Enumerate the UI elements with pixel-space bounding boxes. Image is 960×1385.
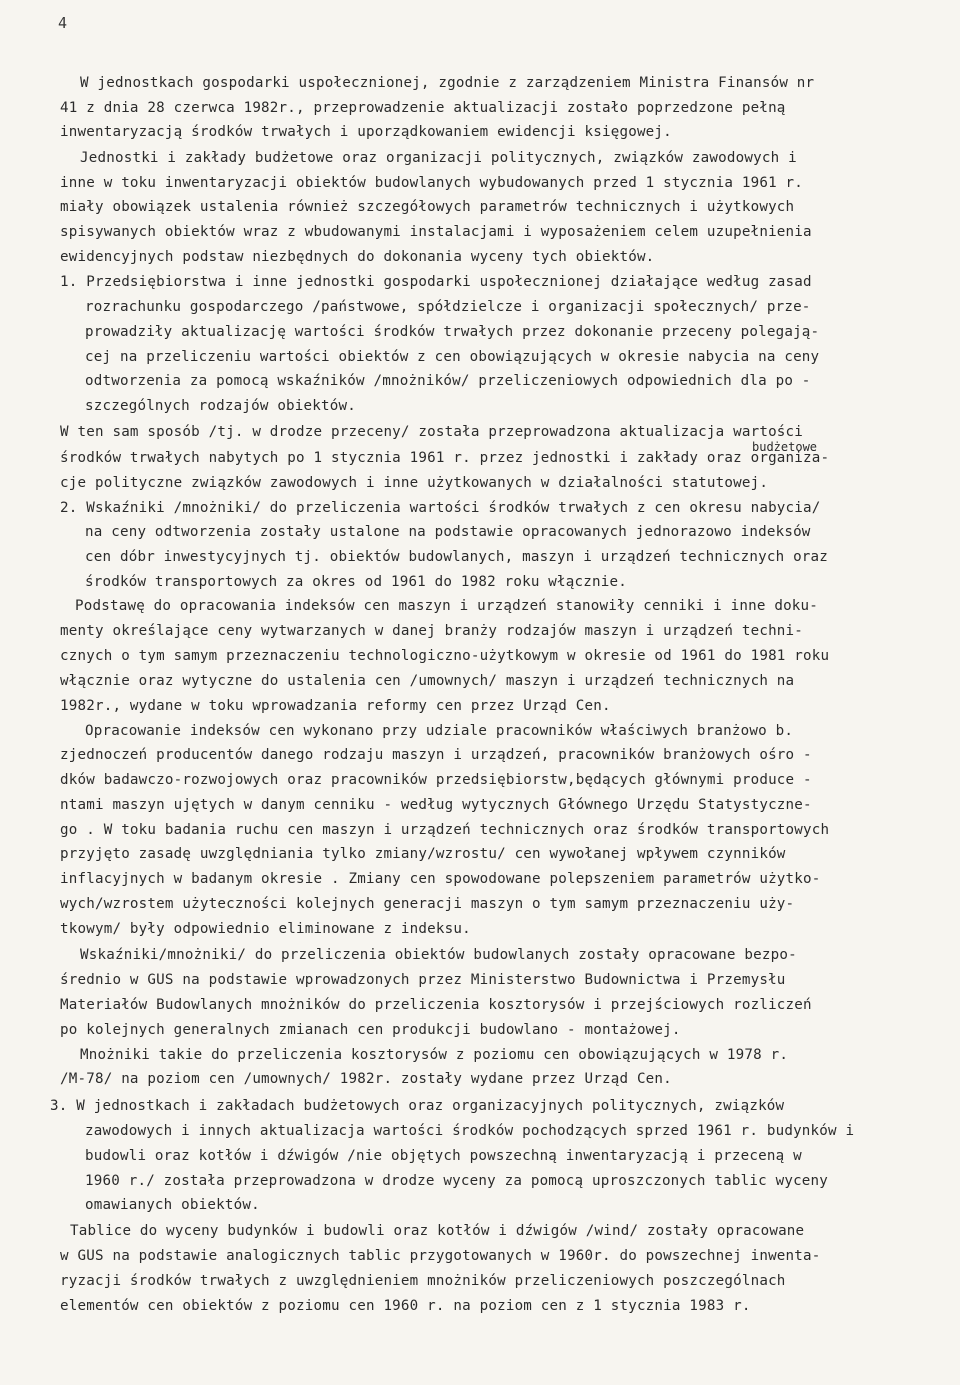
- text-line: 41 z dnia 28 czerwca 1982r., przeprowadzenie aktualizacji zostało poprzedzone pełną: [60, 100, 786, 116]
- text-line: Jednostki i zakłady budżetowe oraz organizacji politycznych, związków zawodowych i: [80, 150, 797, 166]
- text-line: Mnożniki takie do przeliczenia kosztorysów z poziomu cen obowiązujących w 1978 r.: [80, 1047, 789, 1063]
- text-line: miały obowiązek ustalenia również szczegółowych parametrów technicznych i użytkowych: [60, 199, 795, 215]
- text-line: W jednostkach gospodarki uspołecznionej, zgodnie z zarządzeniem Ministra Finansów nr: [80, 75, 815, 91]
- text-line: 1. Przedsiębiorstwa i inne jednostki gospodarki uspołecznionej działające według zasad: [60, 274, 812, 290]
- text-line: Materiałów Budowlanych mnożników do przeliczenia kosztorysów i przejściowych rozliczeń: [60, 997, 812, 1013]
- text-line: cej na przeliczeniu wartości obiektów z cen obowiązujących w okresie nabycia na ceny: [85, 349, 820, 365]
- text-line: 1960 r./ została przeprowadzona w drodze wyceny za pomocą uproszczonych tablic wyceny: [85, 1173, 829, 1189]
- text-line: /M-78/ na poziom cen /umownych/ 1982r. zostały wydane przez Urząd Cen.: [60, 1071, 672, 1087]
- text-line: szczególnych rodzajów obiektów.: [85, 398, 356, 414]
- text-line: środków trwałych nabytych po 1 stycznia 1961 r. przez jednostki i zakłady oraz organiza-: [60, 450, 830, 466]
- text-line: omawianych obiektów.: [85, 1197, 260, 1213]
- text-line: na ceny odtworzenia zostały ustalone na podstawie opracowanych jednorazowo indeksów: [85, 524, 811, 540]
- text-line: cen dóbr inwestycyjnych tj. obiektów budowlanych, maszyn i urządzeń technicznych oraz: [85, 549, 829, 565]
- text-line: Wskaźniki/mnożniki/ do przeliczenia obiektów budowlanych zostały opracowane bezpo-: [80, 947, 797, 963]
- text-line: dków badawczo-rozwojowych oraz pracowników przedsiębiorstw,będących głównymi produce -: [60, 772, 812, 788]
- text-line: spisywanych obiektów wraz z wbudowanymi instalacjami i wyposażeniem celem uzupełnienia: [60, 224, 812, 240]
- text-line: wych/wzrostem użyteczności kolejnych generacji maszyn o tym samym przeznaczeniu uży-: [60, 896, 795, 912]
- text-line: po kolejnych generalnych zmianach cen produkcji budowlano - montażowej.: [60, 1022, 681, 1038]
- text-line: 3. W jednostkach i zakładach budżetowych oraz organizacyjnych politycznych, związków: [50, 1098, 785, 1114]
- text-line: Opracowanie indeksów cen wykonano przy udziale pracowników właściwych branżowo b.: [85, 723, 794, 739]
- text-line: zjednoczeń producentów danego rodzaju maszyn i urządzeń, pracowników branżowych ośro -: [60, 747, 812, 763]
- superscript-insertion: budżetowe: [752, 440, 818, 454]
- text-line: w GUS na podstawie analogicznych tablic przygotowanych w 1960r. do powszechnej inwenta-: [60, 1248, 821, 1264]
- text-line: ewidencyjnych podstaw niezbędnych do dokonania wyceny tych obiektów.: [60, 249, 655, 265]
- text-line: prowadziły aktualizację wartości środków trwałych przez dokonanie przeceny polegają-: [85, 324, 820, 340]
- text-line: 2. Wskaźniki /mnożniki/ do przeliczenia wartości środków trwałych z cen okresu nabycia/: [60, 500, 821, 516]
- text-line: ntami maszyn ujętych w danym cenniku - według wytycznych Głównego Urzędu Statystyczne-: [60, 797, 812, 813]
- text-line: inne w toku inwentaryzacji obiektów budowlanych wybudowanych przed 1 stycznia 1961 r.: [60, 175, 804, 191]
- text-line: ryzacji środków trwałych z uwzględnieniem mnożników przeliczeniowych poszczególnach: [60, 1273, 786, 1289]
- text-line: tkowym/ były odpowiednio eliminowane z indeksu.: [60, 921, 471, 937]
- text-line: W ten sam sposób /tj. w drodze przeceny/ została przeprowadzona aktualizacja wartości: [60, 424, 804, 440]
- text-line: rozrachunku gospodarczego /państwowe, spółdzielcze i organizacji społecznych/ prze-: [85, 299, 811, 315]
- text-line: odtworzenia za pomocą wskaźników /mnożników/ przeliczeniowych odpowiednich dla po -: [85, 373, 811, 389]
- text-line: inwentaryzacją środków trwałych i uporządkowaniem ewidencji księgowej.: [60, 124, 672, 140]
- text-line: cznych o tym samym przeznaczeniu technologiczno-użytkowym w okresie od 1961 do 1981 roku: [60, 648, 830, 664]
- text-line: zawodowych i innych aktualizacja wartości środków pochodzących sprzed 1961 r. budynków i: [85, 1123, 855, 1139]
- text-line: Podstawę do opracowania indeksów cen maszyn i urządzeń stanowiły cenniki i inne doku-: [75, 598, 819, 614]
- text-line: inflacyjnych w badanym okresie . Zmiany cen spowodowane polepszeniem parametrów użytko-: [60, 871, 821, 887]
- text-line: Tablice do wyceny budynków i budowli oraz kotłów i dźwigów /wind/ zostały opracowane: [70, 1223, 805, 1239]
- text-line: budowli oraz kotłów i dźwigów /nie objętych powszechną inwentaryzacją i przeceną w: [85, 1148, 802, 1164]
- text-line: menty określające ceny wytwarzanych w danej branży rodzajów maszyn i urządzeń techni-: [60, 623, 804, 639]
- page-number: 4: [58, 14, 68, 32]
- text-line: średnio w GUS na podstawie wprowadzonych przez Ministerstwo Budownictwa i Przemysłu: [60, 972, 786, 988]
- text-line: środków transportowych za okres od 1961 do 1982 roku włącznie.: [85, 574, 627, 590]
- text-line: cje polityczne związków zawodowych i inne użytkowanych w działalności statutowej.: [60, 475, 769, 491]
- text-line: go . W toku badania ruchu cen maszyn i urządzeń technicznych oraz środków transportowych: [60, 822, 830, 838]
- text-line: elementów cen obiektów z poziomu cen 1960 r. na poziom cen z 1 stycznia 1983 r.: [60, 1298, 751, 1314]
- text-line: przyjęto zasadę uwzględniania tylko zmiany/wzrostu/ cen wywołanej wpływem czynników: [60, 846, 786, 862]
- text-line: włącznie oraz wytyczne do ustalenia cen /umownych/ maszyn i urządzeń technicznych na: [60, 673, 795, 689]
- text-line: 1982r., wydane w toku wprowadzania reformy cen przez Urząd Cen.: [60, 698, 611, 714]
